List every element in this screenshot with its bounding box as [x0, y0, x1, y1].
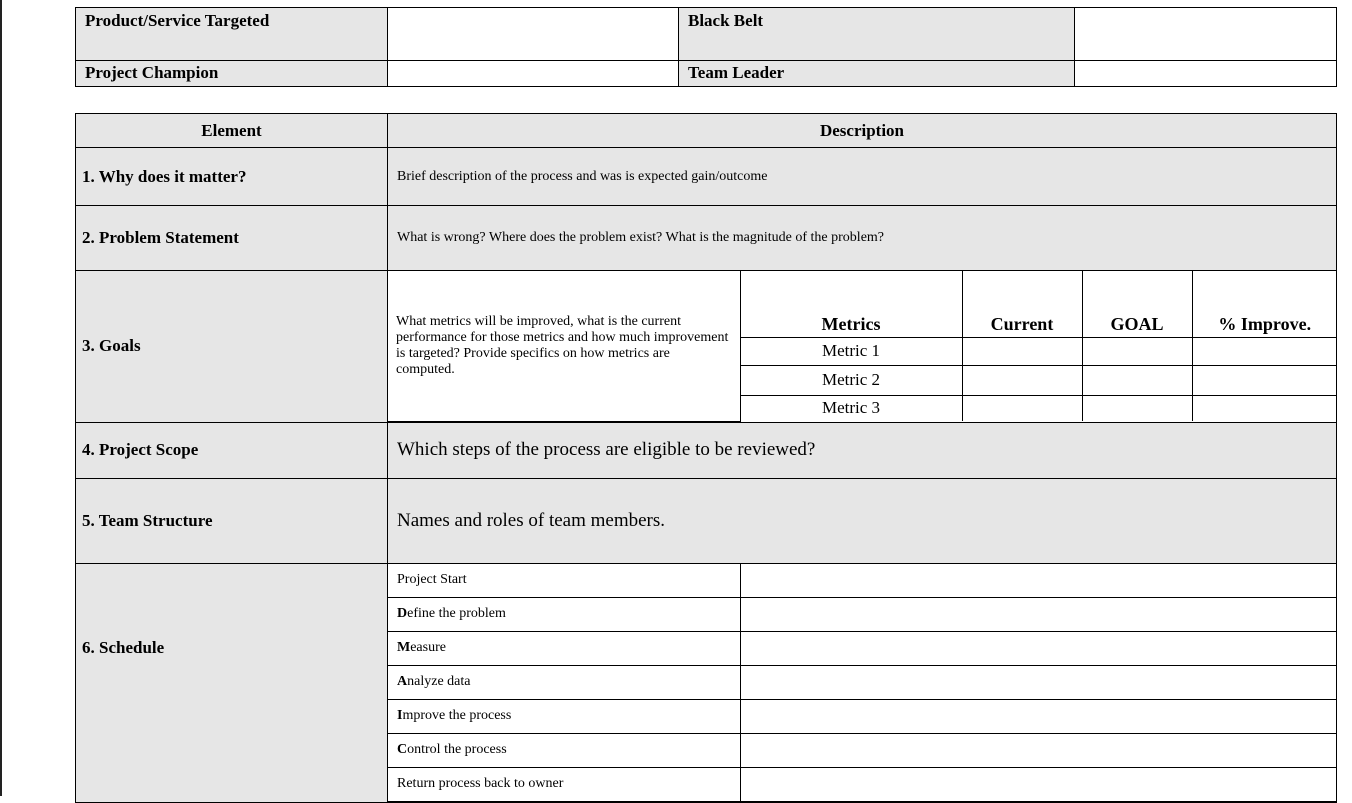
improve-column-header: % Improve.: [1192, 271, 1337, 337]
schedule-content: [388, 563, 1337, 802]
charter-main-table: [75, 113, 1337, 803]
schedule-step-text: efine the problem: [407, 606, 506, 621]
schedule-step-text: easure: [410, 640, 446, 655]
schedule-step-label: [388, 699, 740, 733]
product-service-targeted-field[interactable]: [388, 8, 679, 61]
schedule-step-date-field[interactable]: [740, 733, 1337, 767]
current-column-header: Current: [962, 271, 1082, 337]
team-structure-label: 5. Team Structure: [76, 478, 388, 563]
schedule-step-initial: I: [397, 708, 403, 723]
metric-3-current[interactable]: [962, 395, 1082, 421]
metric-1-goal[interactable]: [1082, 337, 1192, 365]
schedule-step-initial: M: [397, 640, 411, 655]
metric-2-name: Metric 2: [740, 365, 962, 395]
description-column-header: Description: [388, 114, 1337, 148]
schedule-rows: [388, 564, 1337, 802]
goal-column-header: GOAL: [1082, 271, 1192, 337]
schedule-step-date-field[interactable]: [740, 631, 1337, 665]
schedule-step-text: mprove the process: [402, 708, 512, 723]
schedule-step-date-field[interactable]: [740, 665, 1337, 699]
project-champion-field[interactable]: [388, 61, 679, 87]
project-scope-label: 4. Project Scope: [76, 422, 388, 478]
schedule-step-date-field[interactable]: [740, 699, 1337, 733]
charter-header-table: [75, 7, 1337, 87]
schedule-row: [388, 597, 1337, 631]
metric-3-improve[interactable]: [1192, 395, 1337, 421]
schedule-step-initial: C: [397, 742, 408, 757]
schedule-row: [388, 733, 1337, 767]
schedule-step-initial: A: [397, 674, 408, 689]
goals-description[interactable]: What metrics will be improved, what is the current performance for those metrics and how much improvement is targeted? Provide specifics on how metrics are computed.: [388, 271, 740, 421]
schedule-step-label: [388, 631, 740, 665]
schedule-step-initial: D: [397, 606, 408, 621]
product-service-targeted-label: Product/Service Targeted: [76, 8, 388, 61]
team-leader-label: Team Leader: [679, 61, 1075, 87]
metric-1-name: Metric 1: [740, 337, 962, 365]
why-it-matters-label: 1. Why does it matter?: [76, 148, 388, 206]
why-it-matters-description[interactable]: Brief description of the process and was is expected gain/outcome: [388, 148, 1337, 206]
schedule-step-date-field[interactable]: [740, 564, 1337, 598]
project-scope-description[interactable]: Which steps of the process are eligible to be reviewed?: [388, 422, 1337, 478]
schedule-row: [388, 631, 1337, 665]
schedule-row: [388, 665, 1337, 699]
schedule-row: [388, 564, 1337, 598]
metric-3-goal[interactable]: [1082, 395, 1192, 421]
schedule-step-label: [388, 564, 740, 598]
schedule-step-date-field[interactable]: [740, 597, 1337, 631]
schedule-step-label: [388, 733, 740, 767]
metric-1-improve[interactable]: [1192, 337, 1337, 365]
schedule-step-label: [388, 597, 740, 631]
metric-3-name: Metric 3: [740, 395, 962, 421]
black-belt-label: Black Belt: [679, 8, 1075, 61]
schedule-row: [388, 699, 1337, 733]
goals-metrics-table: [388, 271, 1337, 422]
problem-statement-label: 2. Problem Statement: [76, 206, 388, 271]
goals-content: [388, 271, 1337, 423]
problem-statement-description[interactable]: What is wrong? Where does the problem exist? What is the magnitude of the problem?: [388, 206, 1337, 271]
schedule-label: 6. Schedule: [76, 563, 388, 802]
schedule-step-text: Project Start: [397, 572, 467, 587]
metric-2-current[interactable]: [962, 365, 1082, 395]
metrics-column-header: Metrics: [740, 271, 962, 337]
team-structure-description[interactable]: Names and roles of team members.: [388, 478, 1337, 563]
schedule-table: [388, 564, 1337, 802]
element-column-header: Element: [76, 114, 388, 148]
schedule-step-text: ontrol the process: [407, 742, 507, 757]
page-left-edge: [0, 0, 2, 796]
schedule-step-label: [388, 665, 740, 699]
metric-2-improve[interactable]: [1192, 365, 1337, 395]
black-belt-field[interactable]: [1075, 8, 1337, 61]
metric-2-goal[interactable]: [1082, 365, 1192, 395]
team-leader-field[interactable]: [1075, 61, 1337, 87]
schedule-step-text: Return process back to owner: [397, 776, 564, 791]
schedule-step-text: nalyze data: [407, 674, 471, 689]
goals-label: 3. Goals: [76, 271, 388, 423]
metric-1-current[interactable]: [962, 337, 1082, 365]
project-champion-label: Project Champion: [76, 61, 388, 87]
